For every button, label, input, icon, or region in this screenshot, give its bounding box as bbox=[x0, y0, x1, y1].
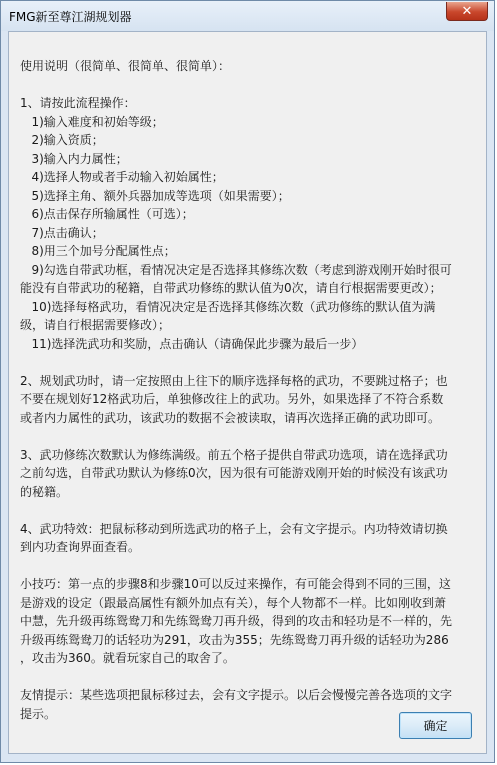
instruction-line: 升级再练鸳鸯刀的话轻功为291，攻击为355；先练鸳鸯刀再升级的话轻功为286 bbox=[20, 632, 449, 647]
instruction-line: 10)选择每格武功，看情况决定是否选择其修练次数（武功修练的默认值为满 bbox=[20, 299, 436, 314]
instruction-line: 4、武功特效：把鼠标移动到所选武功的格子上，会有文字提示。内功特效请切换 bbox=[20, 521, 448, 536]
instruction-line: 9)勾选自带武功框，看情况决定是否选择其修练次数（考虑到游戏刚开始时很可 bbox=[20, 262, 452, 277]
instruction-line: 提示。 bbox=[20, 706, 57, 721]
instruction-line: ，攻击为360。就看玩家自己的取舍了。 bbox=[20, 651, 235, 665]
instruction-line: 友情提示：某些选项把鼠标移过去，会有文字提示。以后会慢慢完善各选项的文字 bbox=[20, 688, 453, 702]
instruction-line: 2、规划武功时，请一定按照由上往下的顺序选择每格的武功，不要跳过格子；也 bbox=[20, 373, 448, 388]
instruction-line: 2)输入资质； bbox=[20, 133, 104, 147]
ok-button[interactable]: 确定 bbox=[399, 712, 472, 739]
instruction-line: 是游戏的设定（跟最高属性有额外加点有关），每个人物都不一样。比如刚收到萧 bbox=[20, 595, 447, 610]
instruction-line: 不要在规划好12格武功后，单独修改往上的武功。另外，如果选择了不符合系数 bbox=[20, 392, 444, 406]
instructions-text bbox=[20, 57, 477, 723]
instruction-line: 7)点击确认； bbox=[20, 225, 104, 240]
window-title: FMG新至尊江湖规划器 bbox=[9, 10, 132, 24]
instruction-line: 5)选择主角、额外兵器加成等选项（如果需要）； bbox=[20, 188, 290, 203]
instruction-line bbox=[20, 76, 477, 95]
instruction-line: 8)用三个加号分配属性点； bbox=[20, 244, 176, 258]
instruction-line: 使用说明（很简单、很简单、很简单）： bbox=[20, 59, 231, 73]
instruction-line: 级，请自行根据需要修改）； bbox=[20, 318, 171, 332]
instruction-line: 3、武功修练次数默认为修练满级。前五个格子提供自带武功选项，请在选择武功 bbox=[20, 447, 448, 462]
instruction-line: 中慧，先升级再练鸳鸯刀和先练鸳鸯刀再升级，得到的攻击和轻功是不一样的，先 bbox=[20, 614, 453, 628]
instruction-line: 能没有自带武功的秘籍，自带武功修练的默认值为0次，请自行根据需要更改）； bbox=[20, 281, 442, 295]
instruction-line bbox=[20, 557, 477, 576]
instruction-line: 到内功查询界面查看。 bbox=[20, 540, 141, 554]
instruction-line: 3)输入内力属性； bbox=[20, 151, 128, 166]
instruction-line bbox=[20, 668, 477, 687]
instruction-line: 4)选择人物或者手动输入初始属性； bbox=[20, 170, 224, 184]
instruction-line: 6)点击保存所输属性（可选）； bbox=[20, 207, 194, 221]
close-button[interactable] bbox=[446, 2, 488, 21]
instruction-line: 的秘籍。 bbox=[20, 484, 69, 499]
instruction-line: 11)选择洗武功和奖励，点击确认（请确保此步骤为最后一步） bbox=[20, 336, 364, 351]
instruction-line bbox=[20, 501, 477, 520]
instruction-line: 小技巧：第一点的步骤8和步骤10可以反过来操作，有可能会得到不同的三围，这 bbox=[20, 577, 451, 591]
instruction-line: 或者内力属性的武功，该武功的数据不会被读取，请再次选择正确的武功即可。 bbox=[20, 410, 441, 425]
instruction-line: 1)输入难度和初始等级； bbox=[20, 114, 164, 129]
instruction-line bbox=[20, 353, 477, 372]
instruction-line: 之前勾选，自带武功默认为修练0次，因为很有可能游戏刚开始的时候没有该武功 bbox=[20, 466, 448, 480]
close-icon: ✕ bbox=[461, 3, 473, 19]
title-bar[interactable] bbox=[1, 1, 494, 31]
instruction-line: 1、请按此流程操作： bbox=[20, 96, 136, 110]
dialog-body bbox=[8, 31, 487, 754]
instruction-line bbox=[20, 427, 477, 446]
